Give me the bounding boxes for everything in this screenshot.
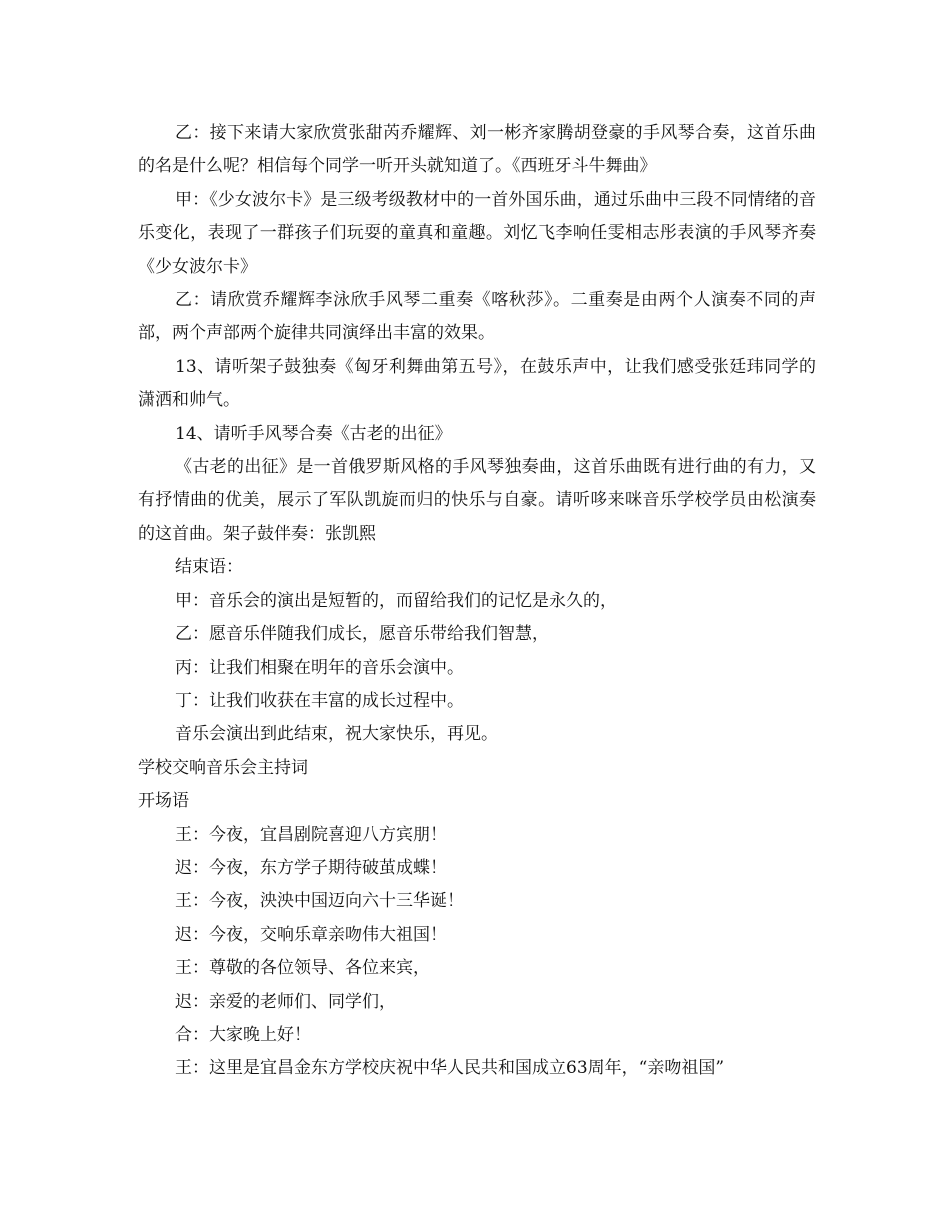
paragraph-3: 乙：请欣赏乔耀辉李泳欣手风琴二重奏《喀秋莎》。二重奏是由两个人演奏不同的声部，两个声部两个旋律共同演绎出丰富的效果。 bbox=[138, 290, 816, 344]
paragraph-15: 王：今夜，宜昌剧院喜迎八方宾朋！ bbox=[175, 824, 447, 845]
paragraph-12: 音乐会演出到此结束，祝大家快乐，再见。 bbox=[175, 724, 498, 745]
closing-heading: 结束语： bbox=[175, 557, 243, 578]
section-title: 学校交响音乐会主持词 bbox=[138, 757, 308, 778]
paragraph-9: 乙：愿音乐伴随我们成长，愿音乐带给我们智慧， bbox=[175, 624, 549, 645]
paragraph-2: 甲：《少女波尔卡》是三级考级教材中的一首外国乐曲，通过乐曲中三段不同情绪的音乐变化，表现了一群孩子们玩耍的童真和童趣。刘忆飞李响任雯相志彤表演的手风琴齐奏《少女波尔卡》 bbox=[138, 189, 816, 277]
paragraph-17: 王：今夜，泱泱中国迈向六十三华诞！ bbox=[175, 891, 464, 912]
paragraph-10: 丙：让我们相聚在明年的音乐会演中。 bbox=[175, 657, 464, 678]
paragraph-4: 13、请听架子鼓独奏《匈牙利舞曲第五号》，在鼓乐声中，让我们感受张廷玮同学的潇洒和帅气。 bbox=[138, 356, 816, 411]
paragraph-6: 《古老的出征》是一首俄罗斯风格的手风琴独奏曲，这首乐曲既有进行曲的有力，又有抒情曲的优美，展示了军队凯旋而归的快乐与自豪。请听哆来咪音乐学校学员由松演奏的这首曲。架子鼓伴奏：张凯熙 bbox=[138, 457, 816, 544]
paragraph-1: 乙：接下来请大家欣赏张甜芮乔耀辉、刘一彬齐家腾胡登豪的手风琴合奏，这首乐曲的名是什么呢？相信每个同学一听开头就知道了。《西班牙斗牛舞曲》 bbox=[138, 123, 816, 177]
paragraph-21: 合：大家晚上好！ bbox=[175, 1024, 311, 1045]
paragraph-19: 王：尊敬的各位领导、各位来宾， bbox=[175, 958, 430, 979]
paragraph-11: 丁：让我们收获在丰富的成长过程中。 bbox=[175, 690, 464, 711]
paragraph-22: 王：这里是宜昌金东方学校庆祝中华人民共和国成立63周年，“亲吻祖国” bbox=[175, 1058, 725, 1079]
paragraph-8: 甲：音乐会的演出是短暂的，而留给我们的记忆是永久的， bbox=[175, 590, 617, 611]
paragraph-20: 迟：亲爱的老师们、同学们， bbox=[175, 991, 396, 1012]
paragraph-5: 14、请听手风琴合奏《古老的出征》 bbox=[175, 423, 452, 444]
paragraph-18: 迟：今夜，交响乐章亲吻伟大祖国！ bbox=[175, 924, 447, 945]
paragraph-16: 迟：今夜，东方学子期待破茧成蝶！ bbox=[175, 857, 447, 878]
opening-heading: 开场语 bbox=[138, 791, 189, 812]
